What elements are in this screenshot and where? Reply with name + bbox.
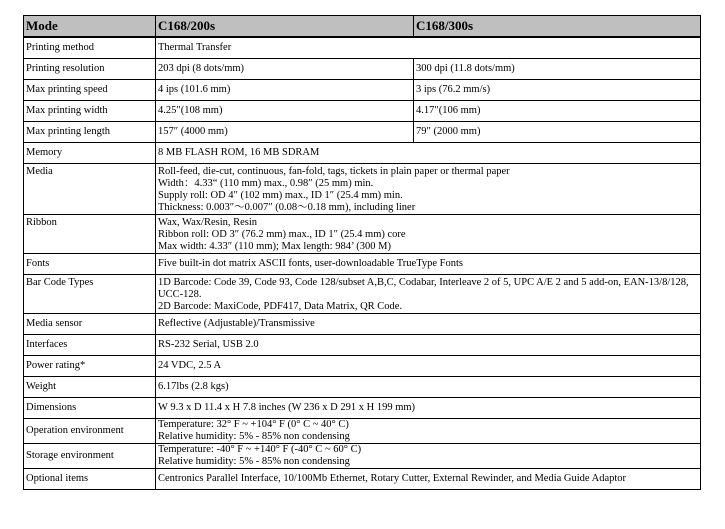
row-label: Optional items (24, 468, 156, 489)
row-label: Dimensions (24, 397, 156, 418)
row-label: Fonts (24, 253, 156, 274)
row-value (156, 418, 701, 443)
row-max-width (24, 100, 701, 121)
value-200s: 157″ (4000 mm) (156, 121, 414, 142)
row-value: RS-232 Serial, USB 2.0 (156, 334, 701, 355)
media-line: Width：4.33“ (110 mm) max., 0.98″ (25 mm) min. (158, 177, 374, 189)
row-value (156, 274, 701, 313)
row-optional (24, 468, 701, 489)
header-c168-300s: C168/300s (414, 16, 701, 38)
header-mode: Mode (24, 16, 156, 38)
row-label: Media (24, 163, 156, 214)
value-200s: 4.25″(108 mm) (156, 100, 414, 121)
row-value: Thermal Transfer (156, 37, 701, 58)
row-dimensions (24, 397, 701, 418)
row-ribbon (24, 214, 701, 253)
row-barcode (24, 274, 701, 313)
row-label: Memory (24, 142, 156, 163)
row-label: Storage environment (24, 443, 156, 468)
header-row (24, 16, 701, 38)
row-storage-env (24, 443, 701, 468)
ribbon-line: Wax, Wax/Resin, Resin (158, 216, 258, 228)
value-300s: 3 ips (76.2 mm/s) (414, 79, 701, 100)
value-200s: 203 dpi (8 dots/mm) (156, 58, 414, 79)
row-media (24, 163, 701, 214)
row-value (156, 214, 701, 253)
barcode-2d: 2D Barcode: MaxiCode, PDF417, Data Matrix, QR Code. (158, 300, 403, 312)
header-c168-200s: C168/200s (156, 16, 414, 38)
row-label: Printing resolution (24, 58, 156, 79)
row-max-speed (24, 79, 701, 100)
row-label: Interfaces (24, 334, 156, 355)
row-value: W 9.3 x D 11.4 x H 7.8 inches (W 236 x D 291 x H 199 mm) (156, 397, 701, 418)
row-interfaces (24, 334, 701, 355)
env-temperature: Temperature: 32° F ~ +104° F (0° C ~ 40° C) (158, 418, 349, 430)
row-label: Media sensor (24, 313, 156, 334)
row-label: Power rating* (24, 355, 156, 376)
value-200s: 4 ips (101.6 mm) (156, 79, 414, 100)
ribbon-line: Ribbon roll: OD 3″ (76.2 mm) max., ID 1″ (25.4 mm) core (158, 228, 406, 240)
row-value (156, 443, 701, 468)
row-media-sensor (24, 313, 701, 334)
row-label: Max printing speed (24, 79, 156, 100)
value-300s: 4.17″(106 mm) (414, 100, 701, 121)
row-printing-resolution (24, 58, 701, 79)
row-value: Reflective (Adjustable)/Transmissive (156, 313, 701, 334)
env-humidity: Relative humidity: 5% - 85% non condensing (158, 430, 350, 442)
value-300s: 79″ (2000 mm) (414, 121, 701, 142)
env-humidity: Relative humidity: 5% - 85% non condensing (158, 455, 350, 467)
value-300s: 300 dpi (11.8 dots/mm) (414, 58, 701, 79)
media-line: Thickness: 0.003″～0.007″ (0.08～0.18 mm), including liner (158, 201, 416, 213)
row-label: Max printing length (24, 121, 156, 142)
row-label: Max printing width (24, 100, 156, 121)
row-value: Centronics Parallel Interface, 10/100Mb Ethernet, Rotary Cutter, External Rewinder, and Media Guide Adaptor (156, 468, 701, 489)
row-value: 6.17lbs (2.8 kgs) (156, 376, 701, 397)
row-value: 8 MB FLASH ROM, 16 MB SDRAM (156, 142, 701, 163)
media-line: Supply roll: OD 4″ (102 mm) max., ID 1″ (25.4 mm) min. (158, 189, 403, 201)
row-label: Printing method (24, 37, 156, 58)
row-max-length (24, 121, 701, 142)
row-label: Weight (24, 376, 156, 397)
media-line: Roll-feed, die-cut, continuous, fan-fold, tags, tickets in plain paper or thermal paper (158, 165, 510, 177)
row-power (24, 355, 701, 376)
barcode-1d: 1D Barcode: Code 39, Code 93, Code 128/subset A,B,C, Codabar, Interleave 2 of 5, UPC A/E 2 and 5 add-on, EAN-13/8/128, UCC-128. (158, 276, 689, 300)
row-fonts (24, 253, 701, 274)
row-label: Operation environment (24, 418, 156, 443)
row-label: Ribbon (24, 214, 156, 253)
spec-table (23, 15, 701, 490)
row-printing-method (24, 37, 701, 58)
row-value (156, 163, 701, 214)
ribbon-line: Max width: 4.33″ (110 mm); Max length: 984’ (300 M) (158, 240, 392, 252)
row-weight (24, 376, 701, 397)
row-value: 24 VDC, 2.5 A (156, 355, 701, 376)
row-memory (24, 142, 701, 163)
row-label: Bar Code Types (24, 274, 156, 313)
row-operation-env (24, 418, 701, 443)
row-value: Five built-in dot matrix ASCII fonts, user-downloadable TrueType Fonts (156, 253, 701, 274)
env-temperature: Temperature: -40° F ~ +140° F (-40° C ~ 60° C) (158, 443, 362, 455)
